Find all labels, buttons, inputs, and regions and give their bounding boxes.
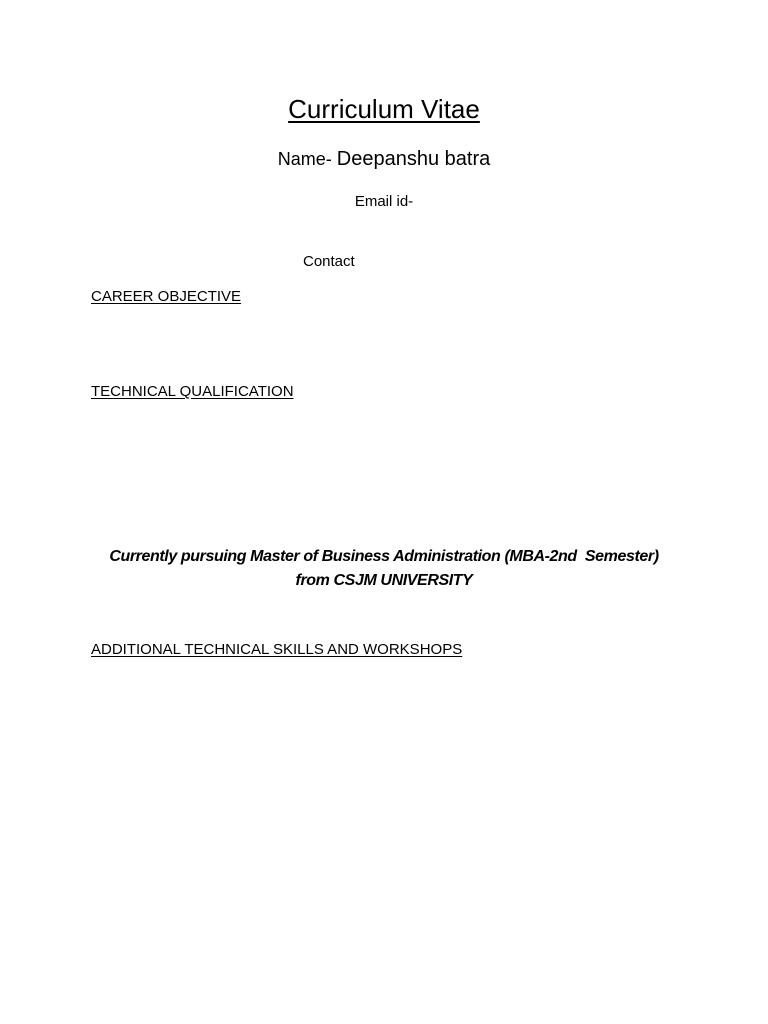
contact-label: Contact — [303, 253, 355, 270]
name-label: Name- — [277, 149, 337, 169]
qualification-line-1: Currently pursuing Master of Business Administration (MBA-2nd Semester) — [109, 548, 659, 565]
additional-skills-heading: ADDITIONAL TECHNICAL SKILLS AND WORKSHOPS — [91, 641, 463, 658]
name-value: Deepanshu batra — [336, 148, 491, 170]
email-label: Email id- — [354, 193, 414, 210]
qualification-text — [0, 545, 768, 593]
document-title: Curriculum Vitae — [288, 94, 480, 124]
career-objective-heading: CAREER OBJECTIVE — [91, 288, 242, 305]
qualification-line-2: from CSJM UNIVERSITY — [295, 572, 473, 589]
technical-qualification-heading: TECHNICAL QUALIFICATION — [91, 383, 294, 400]
name-line — [0, 145, 768, 175]
